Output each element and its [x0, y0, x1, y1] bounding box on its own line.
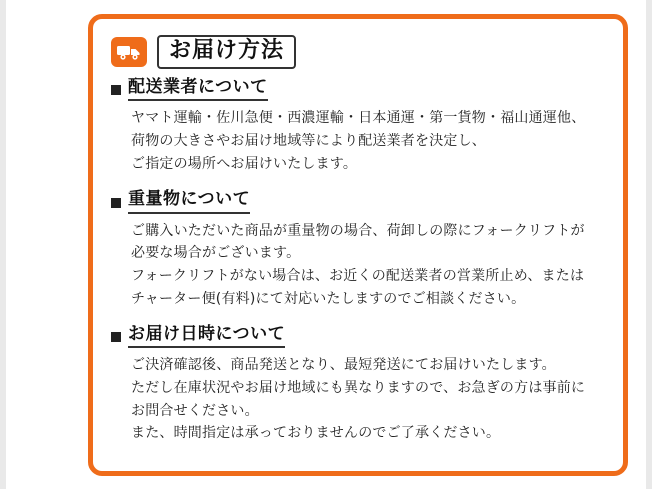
body-line: 必要な場合がございます。 [131, 245, 301, 262]
body-line: チャーター便(有料)にて対応いたしますのでご相談ください。 [131, 290, 526, 307]
square-bullet-icon [111, 332, 121, 342]
section-body [131, 354, 609, 445]
body-line: ご購入いただいた商品が重量物の場合、荷卸しの際にフォークリフトが [131, 222, 585, 239]
delivery-truck-icon [111, 37, 147, 67]
body-line: お問合せください。 [131, 402, 259, 419]
panel-header [111, 35, 296, 69]
section-body [131, 107, 609, 175]
shipping-info-panel [88, 14, 628, 476]
section-carrier [111, 77, 609, 175]
panel-content [111, 77, 609, 453]
square-bullet-icon [111, 198, 121, 208]
section-heading [111, 77, 609, 101]
body-line: また、時間指定は承っておりませんのでご了承ください。 [131, 425, 501, 442]
section-heading [111, 324, 609, 348]
body-line: ご指定の場所へお届けいたします。 [131, 155, 358, 172]
panel-title-box [157, 35, 296, 69]
body-line: 荷物の大きさやお届け地域等により配送業者を決定し、 [131, 132, 486, 149]
body-line: ご決済確認後、商品発送となり、最短発送にてお届けいたします。 [131, 357, 556, 374]
section-heading-label: 配送業者について [128, 77, 268, 101]
body-line: フォークリフトがない場合は、お近くの配送業者の営業所止め、または [131, 267, 585, 284]
section-delivery-datetime [111, 324, 609, 445]
right-margin-strip [646, 0, 652, 489]
section-heading-label: お届け日時について [128, 324, 285, 348]
section-heavy-goods [111, 189, 609, 310]
page-title: お届け方法 [169, 38, 285, 63]
section-body [131, 220, 609, 311]
section-heading [111, 189, 609, 213]
section-heading-label: 重量物について [128, 189, 250, 213]
body-line: ヤマト運輸・佐川急便・西濃運輸・日本通運・第一貨物・福山通運他、 [131, 110, 586, 127]
left-margin-strip [0, 0, 6, 489]
square-bullet-icon [111, 85, 121, 95]
body-line: ただし在庫状況やお届け地域にも異なりますので、お急ぎの方は事前に [131, 380, 586, 397]
